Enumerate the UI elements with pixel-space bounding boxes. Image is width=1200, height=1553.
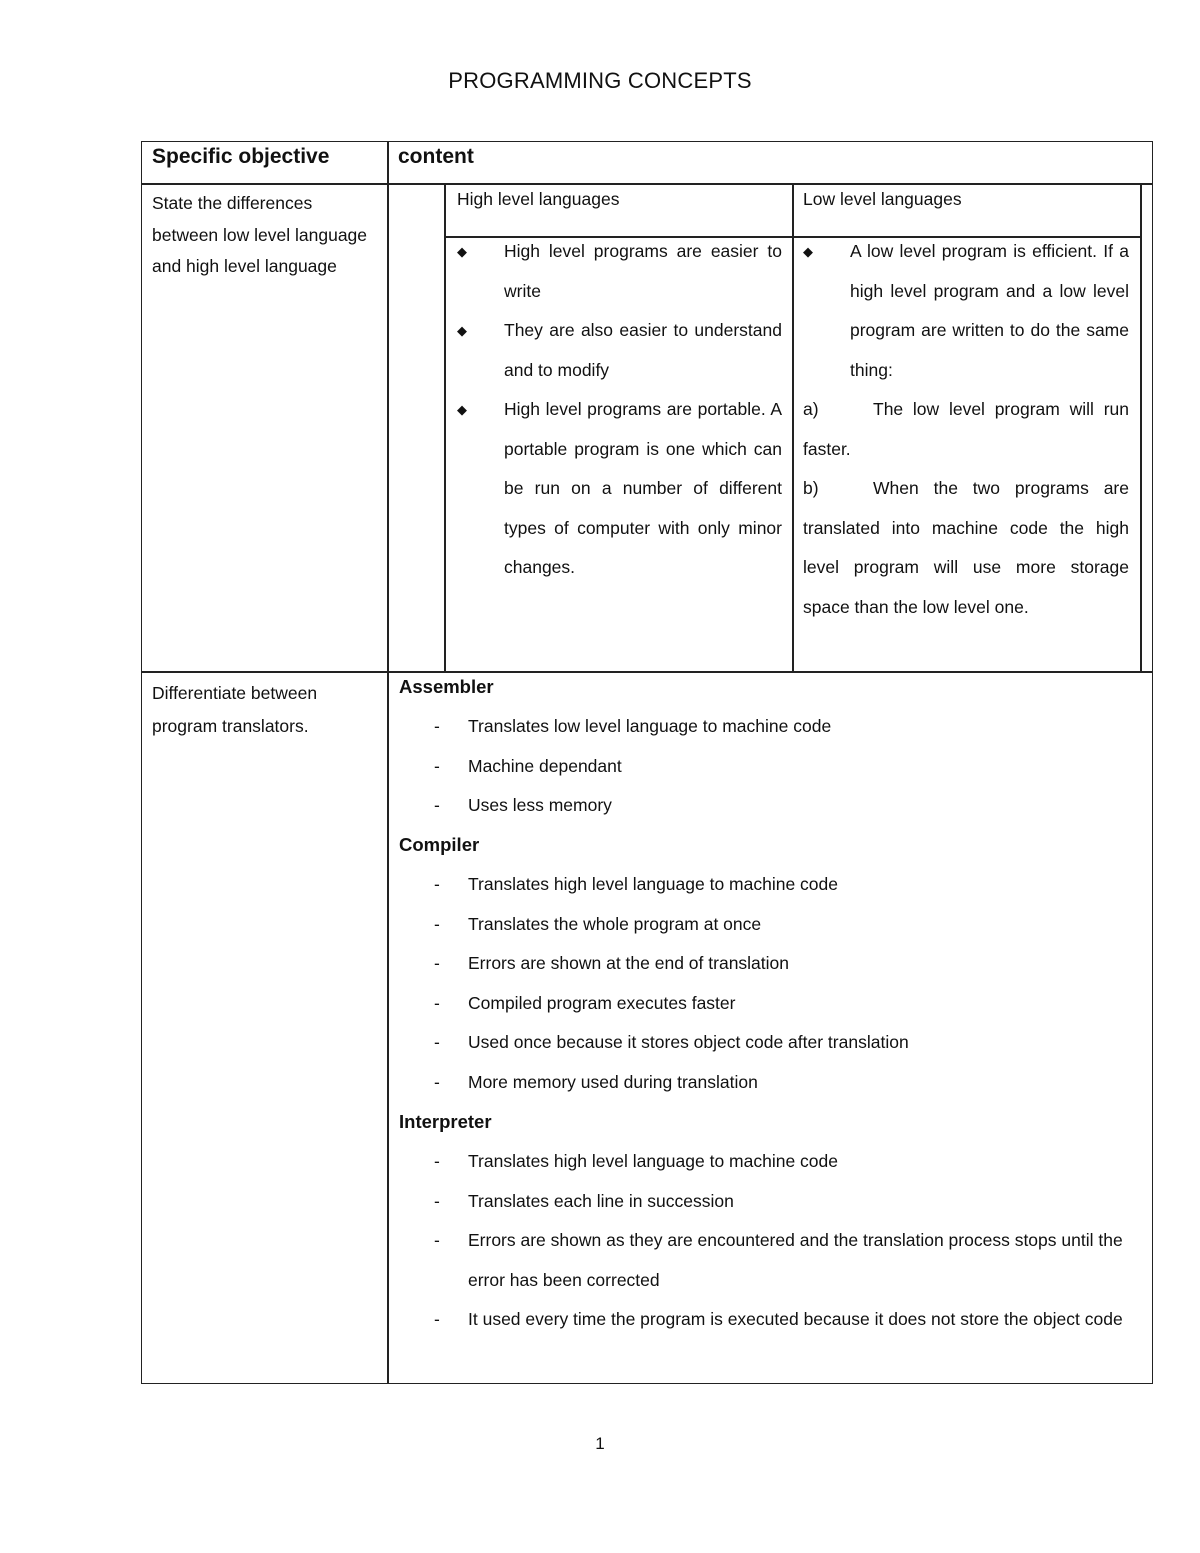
list-item: - Errors are shown as they are encountered and the translation process stops until the error has been corrected <box>434 1230 1123 1290</box>
interpreter-list <box>434 1142 1139 1340</box>
list-item: - Used once because it stores object code after translation <box>434 1032 909 1052</box>
list-item: ◆ High level programs are easier to write <box>457 232 782 311</box>
column-divider <box>387 141 389 1384</box>
high-level-points <box>457 232 782 588</box>
list-item: - Errors are shown at the end of translation <box>434 953 790 973</box>
list-item: ◆ High level programs are portable. A portable program is one which can be run on a number of different types of computer with only minor changes. <box>457 390 782 588</box>
list-item: - More memory used during translation <box>434 1071 758 1092</box>
inner-table-left-border <box>444 183 446 671</box>
diamond-bullet-icon: ◆ <box>457 323 467 338</box>
page-number: 1 <box>595 1434 605 1453</box>
list-item: ◆ A low level program is efficient. If a high level program and a low level program are written to do the same thing: <box>803 232 1129 390</box>
list-item: - Translates the whole program at once <box>434 913 762 934</box>
list-item: b) When the two programs are translated into machine code the high level program will use more storage space than the low level one. <box>803 478 1129 617</box>
low-level-points <box>803 232 1129 627</box>
inner-header-low-level: Low level languages <box>803 189 962 209</box>
list-item: a) The low level program will run faster. <box>803 399 1129 459</box>
inner-table-middle-border <box>792 183 794 671</box>
list-item: - Translates low level language to machine code <box>434 716 832 736</box>
inner-header-high-level: High level languages <box>457 189 620 209</box>
list-item: - Translates each line in succession <box>434 1190 734 1211</box>
section-title-interpreter: Interpreter <box>399 1111 492 1132</box>
list-item: - Translates high level language to machine code <box>434 874 839 894</box>
row1-objective: State the differences between low level language and high level language <box>152 193 368 276</box>
compiler-list <box>434 865 1139 1102</box>
list-item: - It used every time the program is executed because it does not store the object code <box>434 1309 1123 1329</box>
list-item: - Machine dependant <box>434 755 622 776</box>
header-specific-objective: Specific objective <box>152 145 330 168</box>
list-item: - Uses less memory <box>434 795 612 815</box>
row-divider <box>141 671 1153 673</box>
list-item: - Compiled program executes faster <box>434 992 736 1013</box>
row2-objective: Differentiate between program translators. <box>152 683 318 736</box>
assembler-list <box>434 707 1139 826</box>
list-item: ◆ They are also easier to understand and to modify <box>457 311 782 390</box>
section-title-compiler: Compiler <box>399 834 480 855</box>
inner-table-right-border <box>1140 183 1142 671</box>
page-title: PROGRAMMING CONCEPTS <box>448 68 752 93</box>
header-divider <box>141 183 1153 185</box>
section-title-assembler: Assembler <box>399 676 494 697</box>
diamond-bullet-icon: ◆ <box>803 244 813 259</box>
list-item: - Translates high level language to machine code <box>434 1151 839 1171</box>
diamond-bullet-icon: ◆ <box>457 244 467 259</box>
diamond-bullet-icon: ◆ <box>457 402 467 417</box>
header-content: content <box>398 145 474 168</box>
